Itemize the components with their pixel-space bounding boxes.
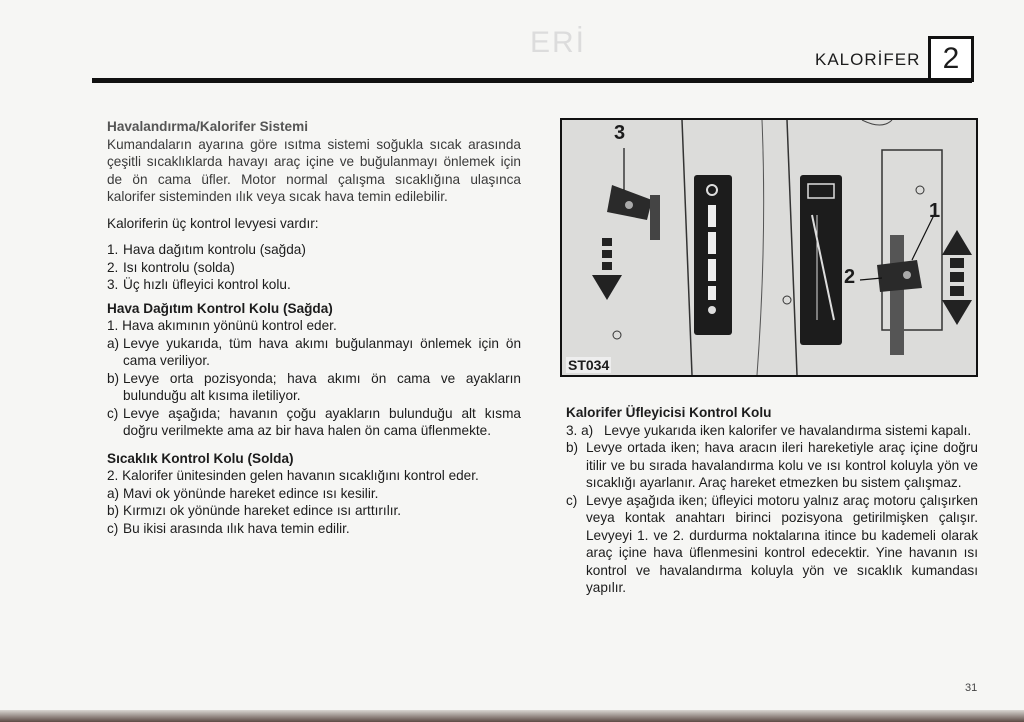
temperature-slot <box>694 175 732 335</box>
list-item: c) Levye aşağıda iken; üfleyici motoru yalnız araç motoru çalışırken veya kontak anahtarı birinci pozisyona getirilmişken çalışır. Levyeyi 1. ve 2. durdurma noktalarına itince bu kademeli olarak araç içine hava üflenmesini kontrol edecektir. Yine havanın ısı kontrol ve havalandırma koluyla yön ve sıcaklık kumandası yapılır. <box>566 492 978 595</box>
right-column <box>566 398 978 597</box>
air-distribution-list <box>107 335 521 440</box>
lever-item: 1. Hava dağıtım kontrolu (sağda) <box>107 242 306 257</box>
intro-block <box>107 118 521 206</box>
intro-text: Kumandaların ayarına göre ısıtma sistemi soğukla sıcak arasında çeşitli sıcaklıklarda havayı araç içine ve buğulanmayı önlemek için de ön cama üfler. Motor normal çalışma sıcaklığına ulaşınca kalorifer sisteminden ılık veya sıcak hava temin edilebilir. <box>107 136 521 204</box>
callout-1: 1 <box>929 200 941 222</box>
list-item: b) Levye orta pozisyonda; hava akımı ön cama ve ayakların bulunduğu alt kısıma iletiliyor. <box>107 370 521 403</box>
callout-3: 3 <box>614 122 626 144</box>
callout-2: 2 <box>844 266 856 288</box>
air-distribution-slot <box>800 175 842 345</box>
figure-id: ST034 <box>568 357 610 373</box>
list-item: a) Levye yukarıda, tüm hava akımı buğulanmayı önlemek için ön cama veriliyor. <box>107 335 521 368</box>
dashboard-illustration <box>562 120 976 375</box>
list-item: b) Levye ortada iken; hava aracın ileri hareketiyle araç içine doğru itilir ve bu sırada havalandırma kolu ve ısı kontrol koluyla yön ve sıcaklığı ayarlanır. Araç hareket etmezken bu sistem çalışmaz. <box>566 440 978 490</box>
air-distribution-intro: 1. Hava akımının yönünü kontrol eder. <box>107 318 337 333</box>
fan-control-heading: Kalorifer Üfleyicisi Kontrol Kolu <box>566 405 772 420</box>
bleed-through-text: ERİ <box>530 26 587 59</box>
list-item: c) Bu ikisi arasında ılık hava temin edilir. <box>107 520 350 536</box>
section-title: KALORİFER <box>815 50 921 69</box>
list-item: 3. a) Levye yukarıda iken kalorifer ve havalandırma sistemi kapalı. <box>566 422 972 438</box>
intro-title: Havalandırma/Kalorifer Sistemi <box>107 119 308 134</box>
header-rule <box>92 78 972 83</box>
fan-control-list <box>566 422 978 597</box>
levers-intro: Kaloriferin üç kontrol levyesi vardır: <box>107 215 319 231</box>
chapter-number-box: 2 <box>928 36 974 82</box>
list-item: a) Mavi ok yönünde hareket edince ısı kesilir. <box>107 485 379 501</box>
page-edge-shadow <box>0 710 1024 722</box>
lever-item: 3. Üç hızlı üfleyici kontrol kolu. <box>107 277 291 292</box>
temperature-heading: Sıcaklık Kontrol Kolu (Solda) <box>107 450 294 466</box>
temperature-list <box>107 485 521 538</box>
lever-item: 2. Isı kontrolu (solda) <box>107 259 235 275</box>
list-item: b) Kırmızı ok yönünde hareket edince ısı arttırılır. <box>107 503 402 518</box>
list-item: c) Levye aşağıda; havanın çoğu ayakların bulunduğu alt kısma doğru verilmekte ama az bir hava halen ön cama üflenmekte. <box>107 405 521 438</box>
lever-list <box>107 241 521 294</box>
page-number: 31 <box>965 682 978 694</box>
temperature-intro: 2. Kalorifer ünitesinden gelen havanın sıcaklığını kontrol eder. <box>107 468 479 483</box>
air-distribution-heading: Hava Dağıtım Kontrol Kolu (Sağda) <box>107 300 333 316</box>
left-column <box>107 118 521 537</box>
heater-controls-figure <box>560 118 978 377</box>
